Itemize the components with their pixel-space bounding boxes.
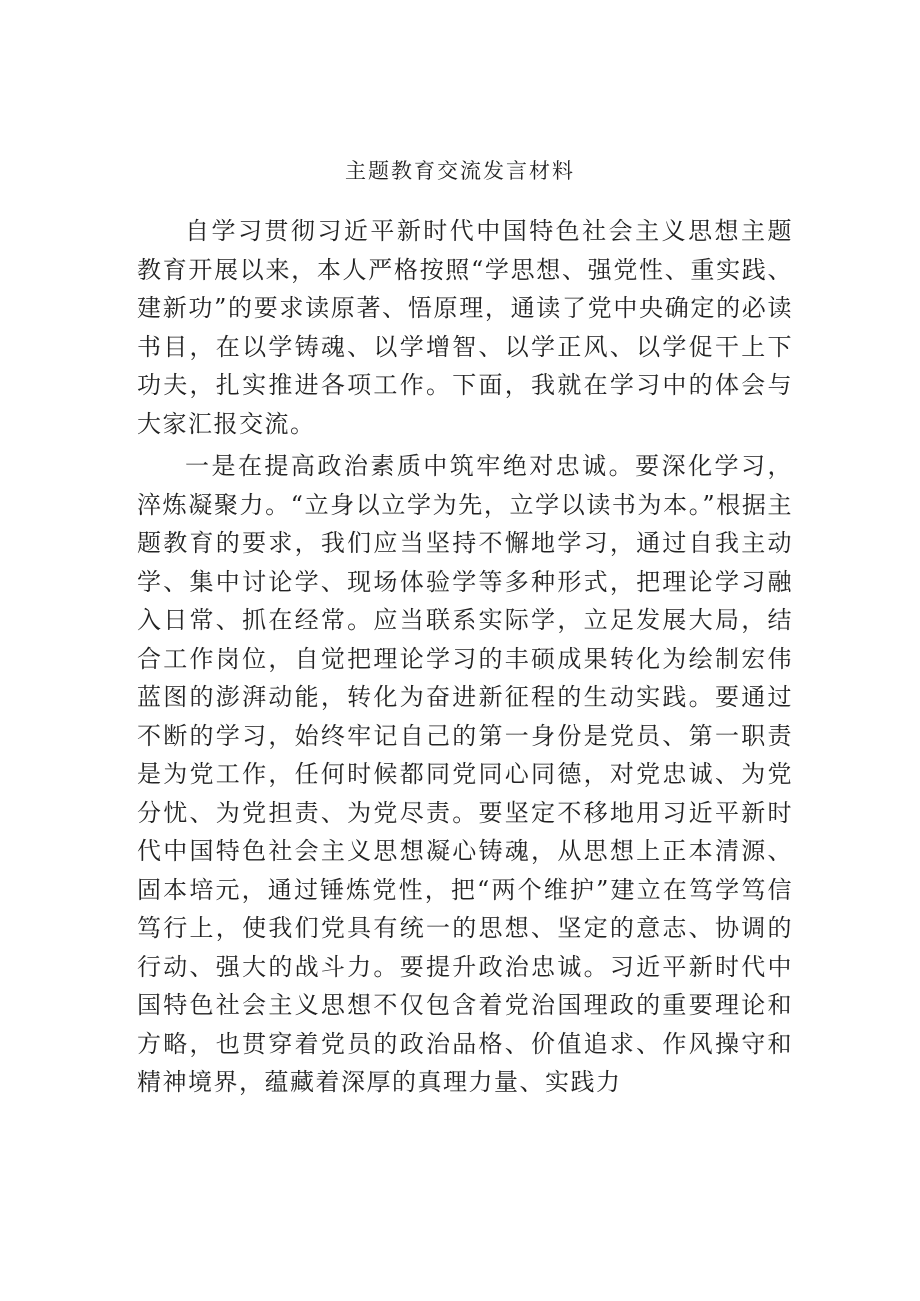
paragraph-intro: 自学习贯彻习近平新时代中国特色社会主义思想主题教育开展以来，本人严格按照“学思想、强党性、重实践、建新功”的要求读原著、悟原理，通读了党中央确定的必读书目，在以学铸魂、以学增智、以学正风、以学促干上下功夫，扎实推进各项工作。下面，我就在学习中的体会与大家汇报交流。 [137, 217, 793, 438]
document-title: 主题教育交流发言材料 [345, 159, 575, 183]
paragraph-political-loyalty: 一是在提高政治素质中筑牢绝对忠诚。要深化学习，淬炼凝聚力。“立身以立学为先，立学以读书为本。”根据主题教育的要求，我们应当坚持不懈地学习，通过自我主动学、集中讨论学、现场体验学等多种形式，把理论学习融入日常、抓在经常。应当联系实际学，立足发展大局，结合工作岗位，自觉把理论学习的丰硕成果转化为绘制宏伟蓝图的澎湃动能，转化为奋进新征程的生动实践。要通过不断的学习，始终牢记自己的第一身份是党员、第一职责是为党工作，任何时候都同党同心同德，对党忠诚、为党分忧、为党担责、为党尽责。要坚定不移地用习近平新时代中国特色社会主义思想凝心铸魂，从思想上正本清源、固本培元，通过锤炼党性，把“两个维护”建立在笃学笃信笃行上，使我们党具有统一的思想、坚定的意志、协调的行动、强大的战斗力。要提升政治忠诚。习近平新时代中国特色社会主义思想不仅包含着党治国理政的重要理论和方略，也贯穿着党员的政治品格、价值追求、作风操守和精神境界，蕴藏着深厚的真理力量、实践力 [137, 452, 793, 1096]
document-body [137, 212, 793, 1106]
